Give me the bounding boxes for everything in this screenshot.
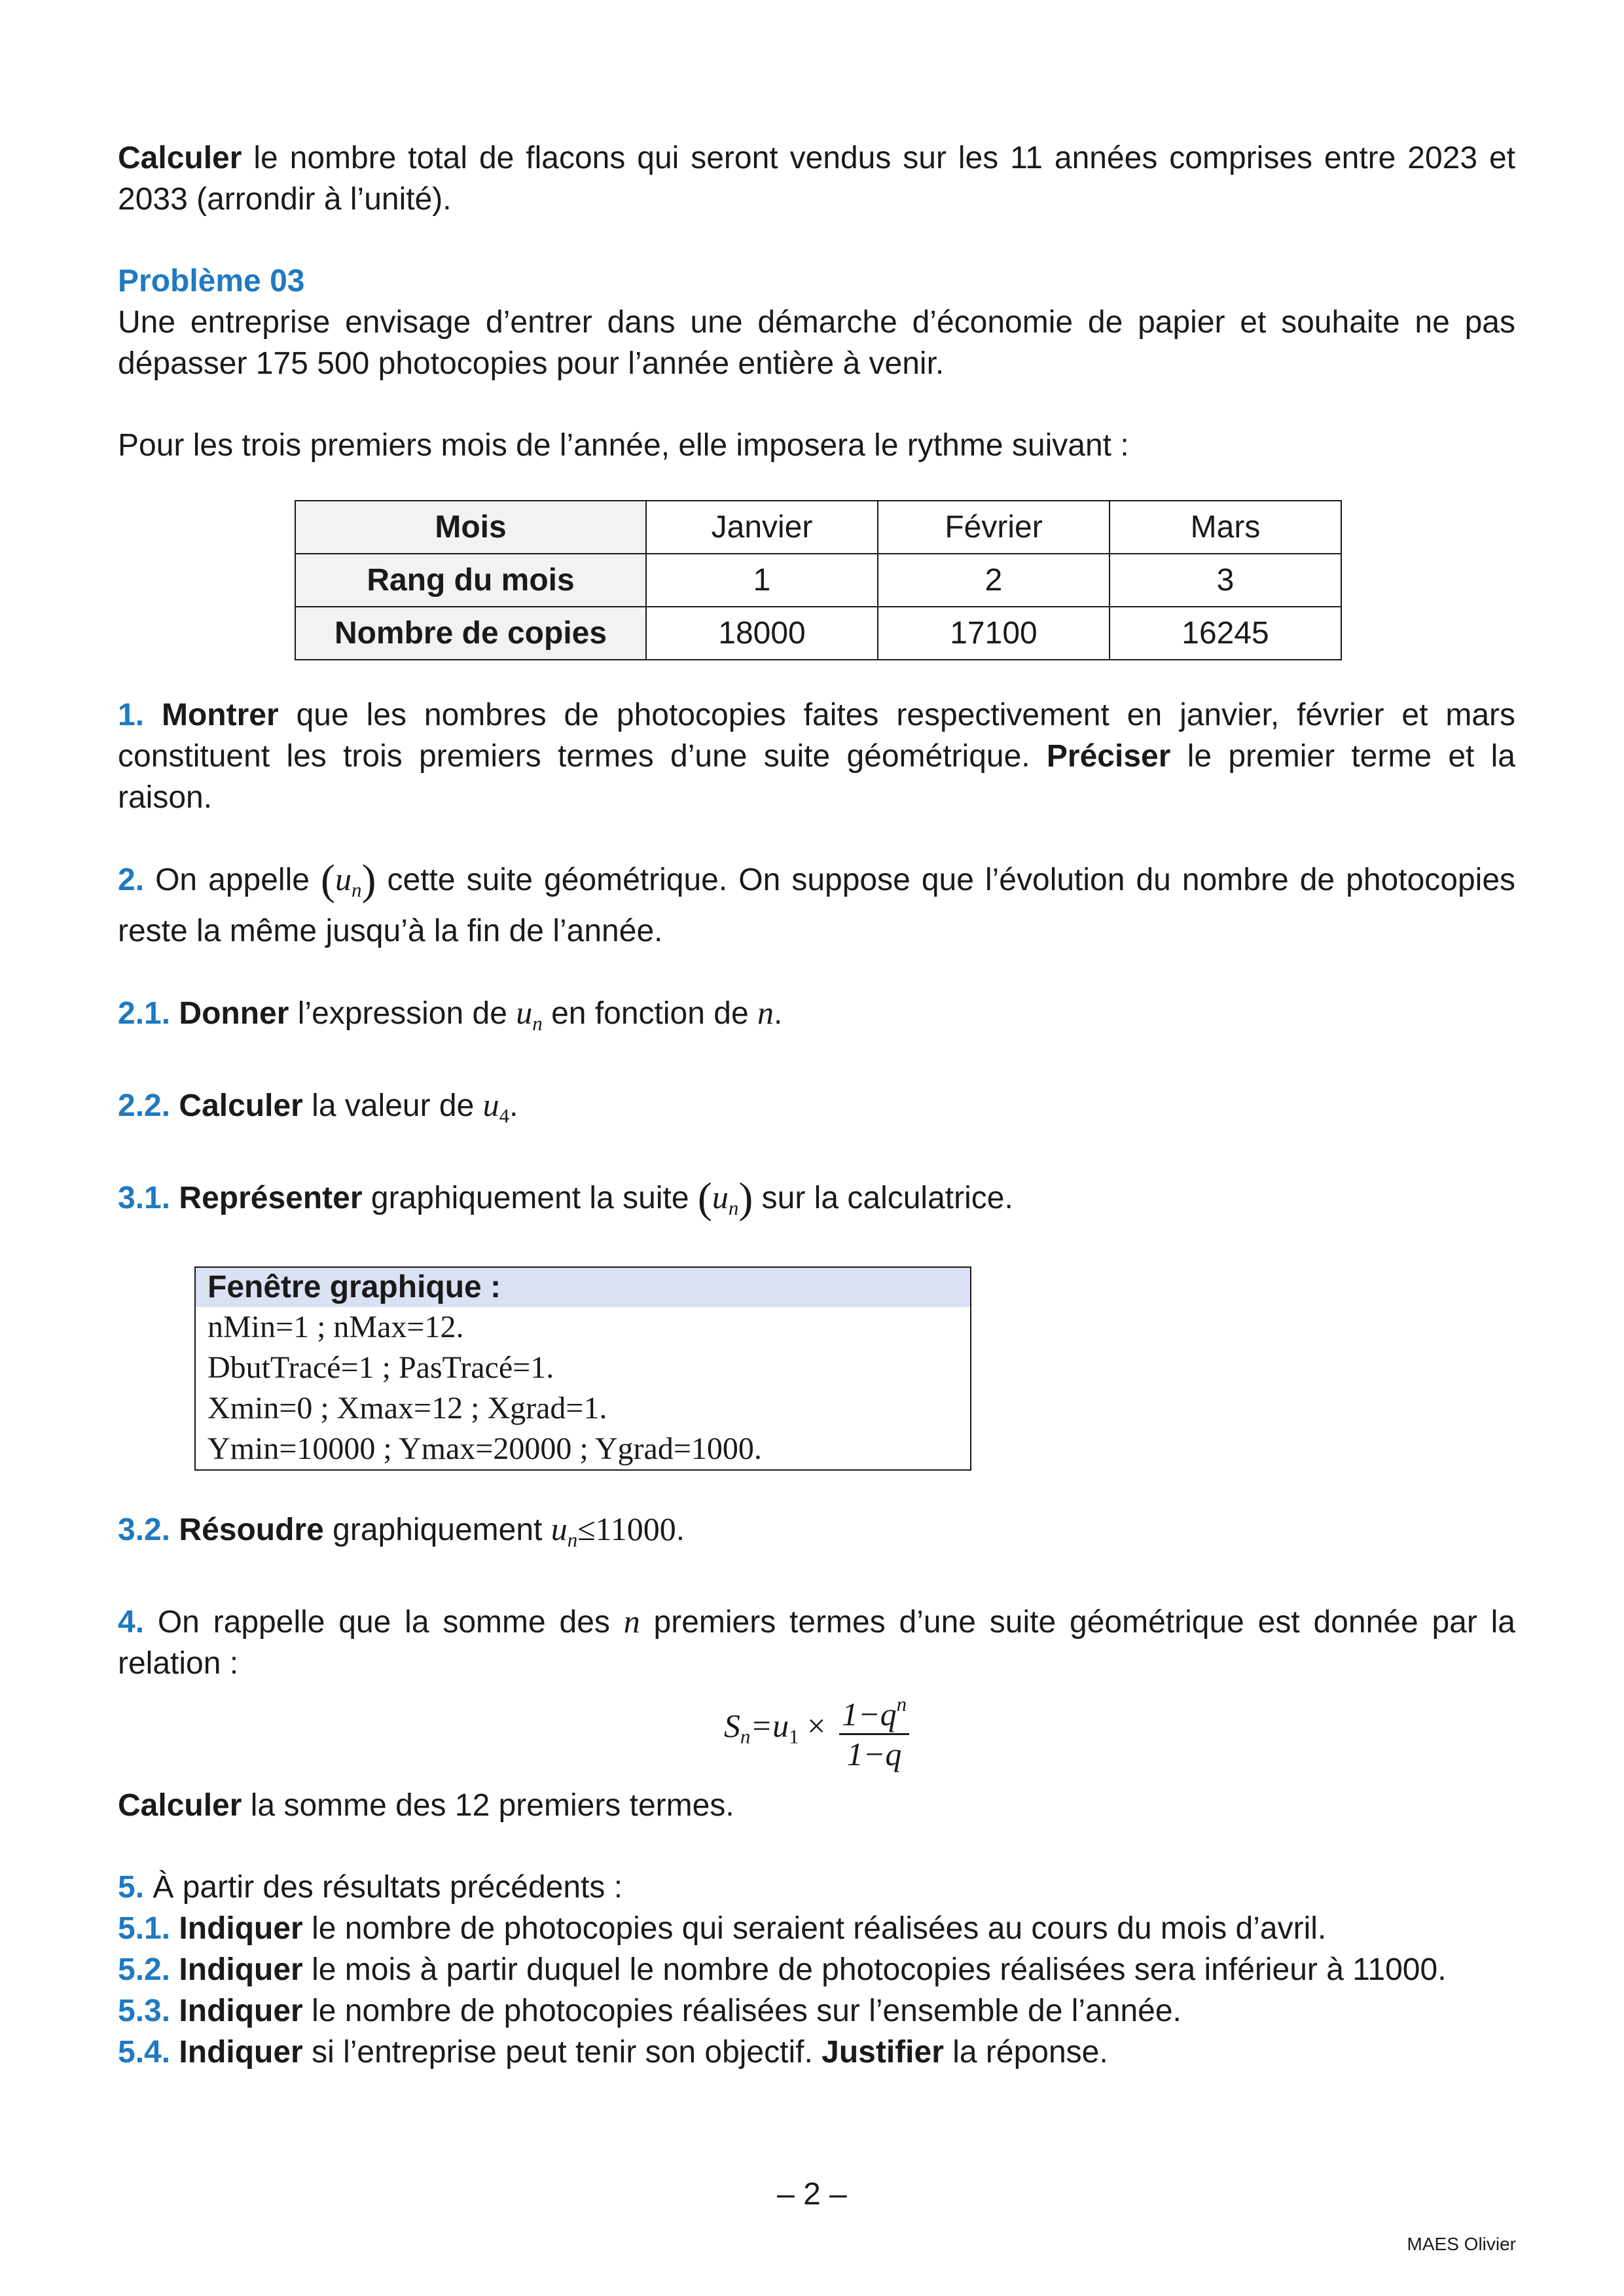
question-text: la réponse. xyxy=(943,2035,1108,2070)
question-text: le mois à partir duquel le nombre de photocopies réalisées sera inférieur à 11000. xyxy=(302,1952,1447,1987)
fraction-denominator xyxy=(839,1735,909,1773)
table-cell: Janvier xyxy=(646,501,878,554)
question-text: en fonction de xyxy=(542,996,758,1031)
formula-equals: =u xyxy=(750,1707,789,1744)
question-text: le premier terme et la raison. xyxy=(118,739,1515,815)
exponent: n xyxy=(896,1693,907,1715)
inequality: ≤11000 xyxy=(577,1511,676,1547)
intro-text: le nombre total de flacons qui seront vendus sur les 11 années comprises entre 2023 et 2033 (arrondir à l’unité). xyxy=(118,141,1515,217)
table-cell: 17100 xyxy=(878,607,1110,660)
question-number: 2.2. xyxy=(118,1088,171,1123)
question-2-1 xyxy=(118,992,1515,1044)
sequence-term: $u_n$ xyxy=(516,994,543,1035)
question-1 xyxy=(118,694,1515,818)
table-cell: 3 xyxy=(1110,554,1341,607)
question-text: sur la calculatrice. xyxy=(753,1181,1013,1215)
question-5-3 xyxy=(118,1990,1515,2032)
sequence-term: $u_n$ xyxy=(550,1511,578,1551)
question-text: graphiquement xyxy=(323,1513,551,1547)
formula-times: × xyxy=(807,1707,826,1744)
question-5-1 xyxy=(118,1908,1515,1949)
question-5 xyxy=(118,1867,1515,1908)
punctuation: . xyxy=(676,1513,685,1547)
question-number: 3.2. xyxy=(118,1513,171,1547)
punctuation: . xyxy=(509,1088,518,1123)
question-verb: Représenter xyxy=(179,1181,363,1215)
question-5-4 xyxy=(118,2032,1515,2073)
table-cell: Mars xyxy=(1110,501,1341,554)
question-verb: Résoudre xyxy=(179,1513,324,1547)
question-number: 5.2. xyxy=(118,1952,171,1987)
table-cell: 2 xyxy=(878,554,1110,607)
question-2 xyxy=(118,856,1516,952)
question-text: l’expression de xyxy=(289,996,516,1031)
question-text: si l’entreprise peut tenir son objectif. xyxy=(302,2035,822,2070)
numerator-text: 1−q xyxy=(841,1696,897,1732)
question-number: 2.1. xyxy=(118,996,171,1031)
row-header: Rang du mois xyxy=(295,554,646,607)
question-number: 3.1. xyxy=(118,1181,171,1215)
graph-window-line: Xmin=0 ; Xmax=12 ; Xgrad=1. xyxy=(208,1391,607,1426)
variable-n: n xyxy=(623,1603,640,1640)
table-row xyxy=(295,501,1341,554)
graph-window-title: Fenêtre graphique : xyxy=(196,1268,970,1307)
question-verb: Préciser xyxy=(1046,739,1171,774)
table-cell: Février xyxy=(878,501,1110,554)
page-number: – 2 – xyxy=(777,2177,847,2212)
graph-window-line: DbutTracé=1 ; PasTracé=1. xyxy=(208,1350,554,1385)
question-text: On appelle xyxy=(144,863,321,897)
graph-window-line: nMin=1 ; nMax=12. xyxy=(208,1310,464,1344)
formula-subscript: 1 xyxy=(789,1725,799,1748)
sequence-symbol: $(u_n)$ xyxy=(321,856,376,904)
intro-verb: Calculer xyxy=(118,141,242,175)
intro-paragraph xyxy=(118,137,1515,220)
question-3-2 xyxy=(118,1509,1515,1560)
formula-sum: S xyxy=(723,1707,740,1744)
question-text: On rappelle que la somme des xyxy=(144,1605,624,1640)
punctuation: . xyxy=(774,996,783,1031)
question-text: le nombre de photocopies qui seraient réalisées au cours du mois d’avril. xyxy=(302,1911,1327,1946)
question-verb: Calculer xyxy=(179,1088,303,1123)
question-text: que les nombres de photocopies faites respectivement en janvier, février et mars constituent les trois premiers termes d’une suite géométrique. xyxy=(118,698,1515,774)
graph-window-box xyxy=(194,1266,971,1471)
question-verb: Indiquer xyxy=(179,1952,303,1987)
question-text: graphiquement la suite xyxy=(362,1181,698,1215)
question-text: la somme des 12 premiers termes. xyxy=(242,1788,734,1823)
table-row xyxy=(295,554,1341,607)
formula-subscript: n xyxy=(740,1725,751,1748)
question-text: À partir des résultats précédents : xyxy=(144,1870,623,1905)
question-verb: Calculer xyxy=(118,1788,242,1823)
question-verb: Justifier xyxy=(821,2035,944,2070)
question-4 xyxy=(118,1601,1515,1684)
table-row xyxy=(295,607,1341,660)
question-number: 5.3. xyxy=(118,1994,171,2028)
question-number: 1. xyxy=(118,698,145,732)
question-text: la valeur de xyxy=(302,1088,483,1123)
question-4-calc xyxy=(118,1785,1515,1826)
question-text: cette suite géométrique. On suppose que l’évolution du nombre de photocopies reste la même jusqu’à la fin de l’année. xyxy=(118,863,1516,948)
sequence-symbol: $(u_n)$ xyxy=(697,1174,753,1222)
question-text: le nombre de photocopies réalisées sur l’ensemble de l’année. xyxy=(302,1994,1182,2028)
question-verb: Donner xyxy=(179,996,289,1031)
table-cell: 1 xyxy=(646,554,878,607)
question-number: 5.4. xyxy=(118,2035,171,2070)
problem-text: Une entreprise envisage d’entrer dans une démarche d’économie de papier et souhaite ne pas dépasser 175 500 photocopies pour l’année entière à venir. xyxy=(118,305,1515,381)
table-cell: 16245 xyxy=(1110,607,1341,660)
months-table xyxy=(295,500,1342,660)
question-text: premiers termes d’une suite géométrique est donnée par la relation : xyxy=(118,1605,1516,1681)
question-verb: Montrer xyxy=(161,698,279,732)
question-5-2 xyxy=(118,1949,1515,1990)
question-verb: Indiquer xyxy=(179,1911,303,1946)
question-number: 2. xyxy=(118,863,145,897)
question-verb: Indiquer xyxy=(179,1994,303,2028)
document-page xyxy=(118,137,1515,2073)
question-verb: Indiquer xyxy=(179,2035,303,2070)
variable-n: n xyxy=(757,994,774,1031)
problem-title: Problème 03 xyxy=(118,264,305,298)
question-number: 5. xyxy=(118,1870,145,1905)
question-number: 5.1. xyxy=(118,1911,171,1946)
formula-fraction xyxy=(839,1685,909,1773)
sum-formula xyxy=(118,1685,1515,1773)
question-2-2 xyxy=(118,1085,1515,1136)
question-3-1 xyxy=(118,1174,1515,1229)
table-cell: 18000 xyxy=(646,607,878,660)
row-header: Mois xyxy=(295,501,646,554)
fraction-numerator xyxy=(839,1685,909,1735)
sequence-term: $u_4$ xyxy=(482,1086,510,1127)
row-header: Nombre de copies xyxy=(295,607,646,660)
question-number: 4. xyxy=(118,1605,145,1640)
table-intro: Pour les trois premiers mois de l’année, elle imposera le rythme suivant : xyxy=(118,428,1129,463)
graph-window-line: Ymin=10000 ; Ymax=20000 ; Ygrad=1000. xyxy=(208,1431,762,1466)
denominator-text: 1−q xyxy=(846,1736,902,1772)
author-footer: MAES Olivier xyxy=(1407,2234,1516,2254)
